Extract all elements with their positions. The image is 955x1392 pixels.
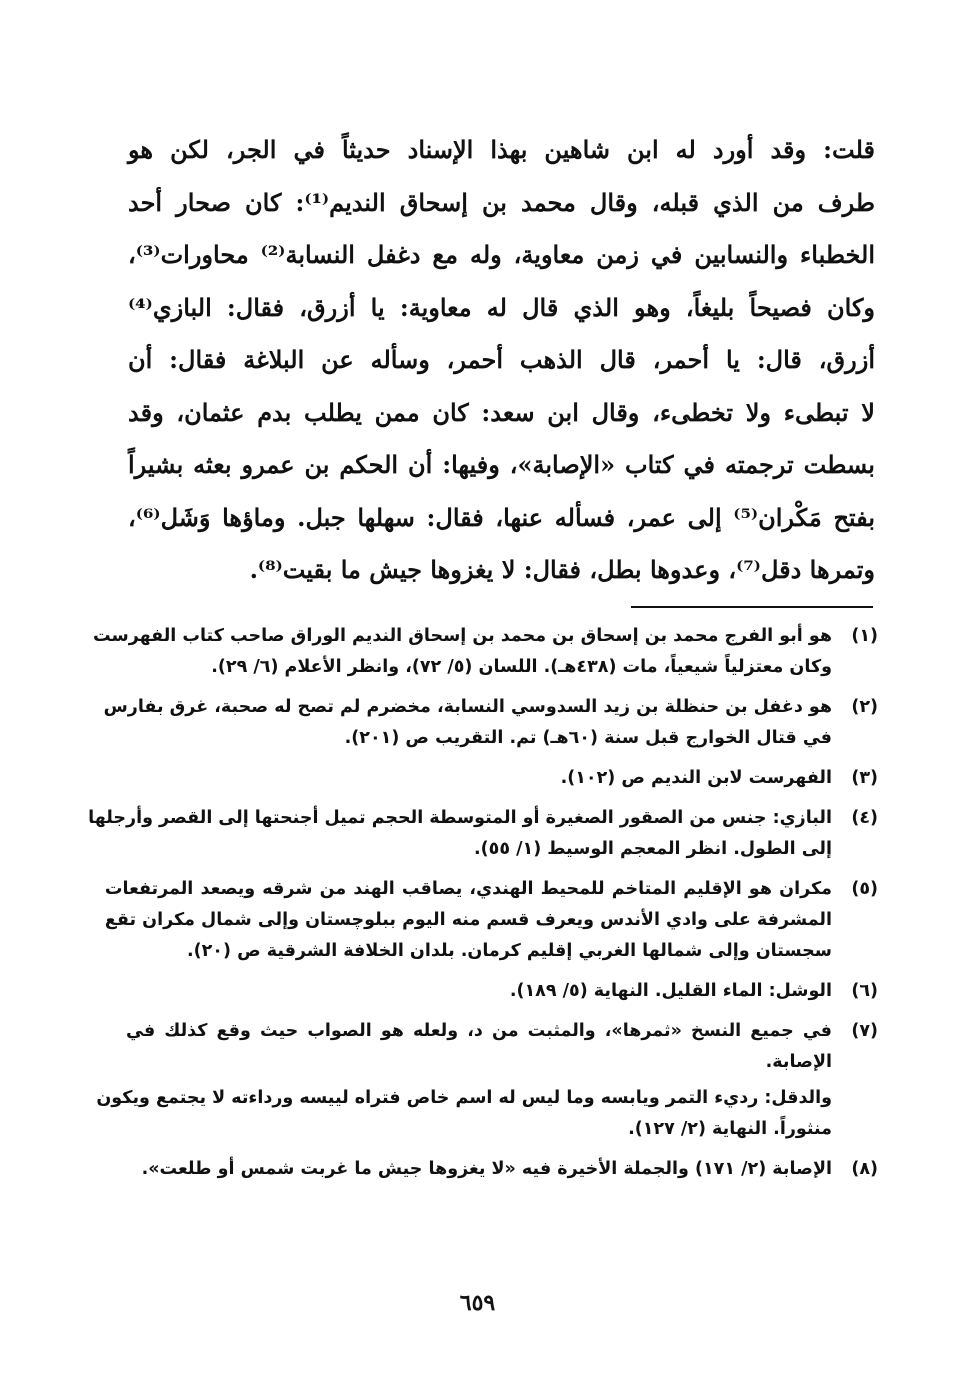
footnote-line: في جميع النسخ «ثمرها»، والمثبت من د، ولعله هو الصواب حيث وقع كذلك في [126,1021,832,1041]
footnote-line: وكان معتزلياً شيعياً، مات (٤٣٨هـ). اللسان (٥/ ٧٢)، وانظر الأعلام (٦/ ٢٩). [211,657,832,677]
footnote-line: سجستان وإلى شمالها الغربي إقليم كرمان. بلدان الخلافة الشرقية ص (٢٠). [186,941,832,961]
footnote-2 [103,692,878,754]
footnote-line: هو دغفل بن حنظلة بن زيد السدوسي النسابة، مخضرم لم تصح له صحبة، غرق بفارس [103,697,832,717]
footnote-number: (٥) [851,879,878,899]
page-number: ٦٥٩ [459,1290,496,1316]
main-text-line: وكان فصيحاً بليغاً، وهو الذي قال له معاوية: يا أزرق، فقال: البازي⁽⁴⁾ [128,292,875,322]
footnote-1 [92,621,878,683]
main-text-line: وتمرها دقل⁽⁷⁾، وعدوها بطل، فقال: لا يغزوها جيش ما بقيت⁽⁸⁾. [249,555,875,584]
footnote-text [126,976,832,1007]
footnote-line: المشرفة على وادي الأندس ويعرف قسم منه اليوم ببلوچستان وإلى شمال مكران تقع [104,910,832,930]
footnotes-block [88,621,878,1194]
footnote-text [88,803,832,865]
main-text-line: الخطباء والنسابين في زمن معاوية، وله مع دغفل النسابة⁽²⁾ محاورات⁽³⁾، [128,240,876,269]
footnote-number: (١) [851,626,878,646]
footnote-number: (٧) [851,1021,878,1041]
footnote-number: (٢) [851,697,878,717]
footnote-line: إلى الطول. انظر المعجم الوسيط (١/ ٥٥). [473,839,832,859]
footnote-3 [126,763,878,794]
footnote-line: والدقل: رديء التمر ويابسه وما ليس له اسم خاص فتراه لييسه ورداءته لا يجتمع ويكون [96,1088,832,1108]
main-text-block [128,124,875,597]
footnote-line: البازي: جنس من الصقور الصغيرة أو المتوسطة الحجم تميل أجنحتها إلى القصر وأرجلها [88,808,832,828]
footnote-number: (٤) [851,808,878,828]
footnote-5 [104,874,878,967]
footnote-text [93,621,832,683]
main-text-line: بسطت ترجمته في كتاب «الإصابة»، وفيها: أن الحكم بن عمرو بعثه بشيراً [128,450,875,479]
footnote-text [105,874,832,967]
footnote-8 [126,1154,878,1185]
footnote-line: منثوراً. النهاية (٢/ ١٢٧). [628,1119,832,1139]
footnote-number: (٦) [851,981,878,1001]
footnote-6 [126,976,878,1007]
footnote-text [126,763,832,794]
footnote-text [104,692,832,754]
footnote-text [126,1016,832,1078]
footnote-number: (٨) [851,1159,878,1179]
footnote-line: الإصابة (٢/ ١٧١) والجملة الأخيرة فيه «لا يغزوها جيش ما غربت شمس أو طلعت». [141,1159,832,1179]
footnote-line: هو أبو الفرج محمد بن إسحاق بن محمد بن إسحاق النديم الوراق صاحب كتاب الفهرست [92,626,832,646]
footnote-divider [631,606,873,608]
footnote-4 [88,803,878,865]
footnote-line: الفهرست لابن النديم ص (١٠٢). [560,768,832,788]
main-text-line: طرف من الذي قبله، وقال محمد بن إسحاق النديم⁽¹⁾: كان صحار أحد [128,187,876,217]
main-text-line: بفتح مَكْران⁽⁵⁾ إلى عمر، فسأله عنها، فقال: سهلها جبل. وماؤها وَشَل⁽⁶⁾، [128,502,875,532]
main-text-line: أزرق، قال: يا أحمر، قال الذهب أحمر، وسأله عن البلاغة فقال: أن [128,345,875,374]
footnote-line: في قتال الخوارج قبل سنة (٦٠هـ) تم. التقريب ص (٢٠١). [344,728,832,748]
footnote-7 [126,1016,878,1078]
footnote-7-continuation [96,1083,878,1145]
footnote-line: الإصابة. [765,1052,832,1072]
footnote-line: مكران هو الإقليم المتاخم للمحيط الهندي، يصاقب الهند من شرقه ويصعد المرتفعات [104,879,832,899]
footnote-line: الوشل: الماء القليل. النهاية (٥/ ١٨٩). [509,981,832,1001]
footnote-text [126,1154,832,1185]
main-text-line: لا تبطىء ولا تخطىء، وقال ابن سعد: كان ممن يطلب بدم عثمان، وقد [128,397,875,427]
footnote-number: (٣) [851,768,878,788]
main-text-line: قلت: وقد أورد له ابن شاهين بهذا الإسناد حديثاً في الجر، لكن هو [128,135,875,164]
